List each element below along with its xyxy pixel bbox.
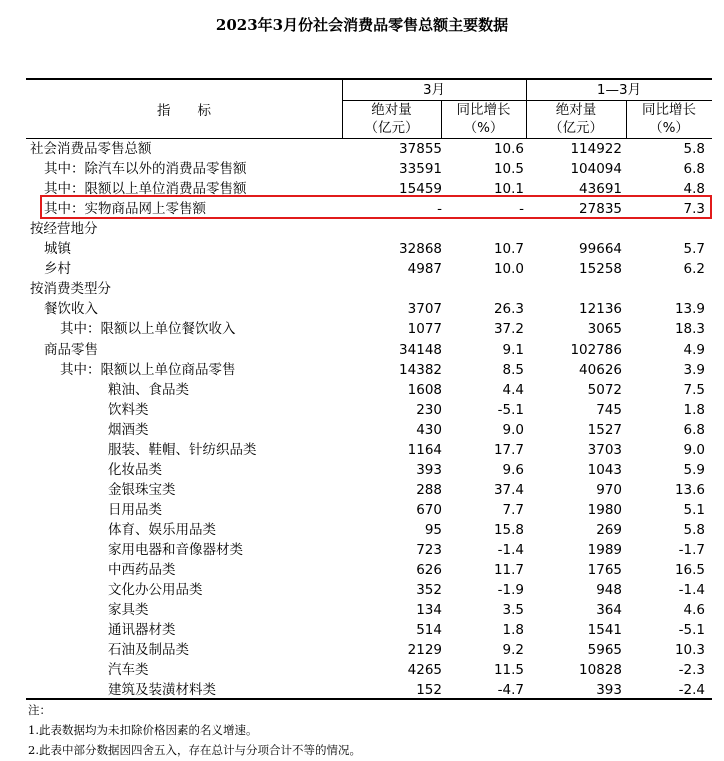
- table-row: [26, 540, 712, 560]
- cell-q1-yoy: 4.8: [683, 181, 705, 198]
- row-label: 城镇: [44, 241, 71, 258]
- table-row: [26, 500, 712, 520]
- row-label: 其中：限额以上单位消费品零售额: [44, 181, 247, 198]
- row-label: 文化办公用品类: [108, 582, 203, 599]
- cell-q1-yoy: 6.8: [683, 161, 705, 178]
- cell-q1-yoy: 6.8: [683, 421, 705, 438]
- cell-q1-abs: 27835: [579, 201, 622, 218]
- cell-q1-yoy: 13.6: [674, 481, 705, 498]
- row-label: 通讯器材类: [108, 622, 176, 639]
- row-label: 饮料类: [108, 401, 149, 418]
- cell-march-abs: 2129: [407, 642, 442, 659]
- cell-q1-abs: 12136: [579, 301, 622, 318]
- table-row: [26, 319, 712, 339]
- cell-march-abs: 3707: [407, 301, 442, 318]
- table-row: [26, 520, 712, 540]
- cell-march-abs: 723: [416, 542, 442, 558]
- cell-march-yoy: 15.8: [493, 521, 524, 538]
- header-period-q1: 1—3月: [596, 82, 642, 98]
- cell-march-yoy: 10.7: [493, 241, 524, 258]
- cell-q1-yoy: 13.9: [674, 301, 705, 318]
- cell-q1-abs: 1541: [587, 622, 622, 639]
- cell-q1-yoy: 16.5: [674, 562, 705, 579]
- header-yoy-unit: （%）: [649, 120, 689, 136]
- cell-march-abs: -: [437, 201, 442, 218]
- note-1: 1.此表数据均为未扣除价格因素的名义增速。: [28, 723, 258, 737]
- cell-march-yoy: 3.5: [502, 602, 524, 619]
- cell-q1-abs: 43691: [579, 181, 622, 198]
- cell-q1-yoy: 5.9: [683, 461, 705, 478]
- cell-q1-yoy: 10.3: [674, 642, 705, 659]
- cell-march-abs: 430: [416, 421, 442, 438]
- header-yoy-march: [441, 101, 526, 137]
- footnotes: [28, 700, 361, 760]
- cell-march-yoy: 9.0: [502, 421, 524, 438]
- cell-q1-abs: 1765: [587, 562, 622, 579]
- cell-q1-yoy: 9.0: [683, 441, 705, 458]
- header-abs-unit: （亿元）: [549, 120, 603, 136]
- table-row: [26, 360, 712, 380]
- cell-march-yoy: 9.6: [502, 461, 524, 478]
- cell-q1-yoy: 4.9: [683, 341, 705, 358]
- cell-march-abs: 4987: [407, 261, 442, 278]
- cell-march-abs: 15459: [399, 181, 442, 198]
- cell-march-abs: 152: [416, 682, 442, 699]
- row-label: 汽车类: [108, 662, 149, 679]
- cell-march-yoy: 37.2: [493, 321, 524, 338]
- cell-march-abs: 95: [424, 521, 442, 538]
- cell-q1-yoy: 5.8: [683, 141, 705, 157]
- row-label: 烟酒类: [108, 421, 149, 438]
- cell-march-abs: 134: [416, 602, 442, 619]
- cell-march-yoy: 11.7: [493, 562, 524, 579]
- row-label: 其中：限额以上单位餐饮收入: [60, 321, 236, 338]
- cell-q1-yoy: -5.1: [678, 622, 705, 639]
- row-label: 其中：限额以上单位商品零售: [60, 361, 236, 378]
- table-row: [26, 219, 712, 239]
- row-label: 乡村: [44, 261, 71, 278]
- cell-march-abs: 626: [416, 562, 442, 579]
- header-yoy-label: 同比增长: [456, 102, 511, 118]
- table-row: [26, 600, 712, 620]
- cell-q1-abs: 15258: [579, 261, 622, 278]
- cell-march-abs: 33591: [399, 161, 442, 178]
- cell-q1-abs: 5965: [587, 642, 622, 659]
- row-label: 金银珠宝类: [108, 481, 176, 498]
- row-label: 按经营地分: [30, 221, 98, 238]
- table-row: [26, 259, 712, 279]
- table-row: [26, 660, 712, 680]
- cell-q1-abs: 393: [596, 682, 622, 699]
- header-abs-label: 绝对量: [371, 102, 412, 118]
- table-row: [26, 139, 712, 159]
- table-row: [26, 460, 712, 480]
- header-abs-unit: （亿元）: [364, 120, 419, 136]
- cell-march-abs: 34148: [399, 341, 442, 358]
- table-row: [26, 620, 712, 640]
- header-yoy-q1: [626, 101, 712, 137]
- cell-march-yoy: -5.1: [497, 401, 524, 418]
- cell-q1-abs: 1043: [587, 461, 622, 478]
- cell-q1-abs: 40626: [579, 361, 622, 378]
- cell-q1-abs: 104094: [570, 161, 622, 178]
- cell-march-abs: 1077: [407, 321, 442, 338]
- table-row: [26, 440, 712, 460]
- cell-march-yoy: 26.3: [493, 301, 524, 318]
- cell-march-yoy: 10.6: [493, 141, 524, 157]
- table-row: [26, 159, 712, 179]
- cell-q1-abs: 269: [596, 521, 622, 538]
- cell-q1-yoy: -2.4: [678, 682, 705, 699]
- header-yoy-label: 同比增长: [642, 102, 696, 118]
- header-abs-march: [342, 101, 441, 137]
- row-label: 日用品类: [108, 501, 162, 518]
- row-label: 服装、鞋帽、针纺织品类: [108, 441, 257, 458]
- cell-q1-abs: 99664: [579, 241, 622, 258]
- table-row: [26, 640, 712, 660]
- cell-march-yoy: 17.7: [493, 441, 524, 458]
- row-label: 家用电器和音像器材类: [108, 542, 243, 558]
- cell-march-yoy: 10.0: [493, 261, 524, 278]
- data-table: [26, 78, 712, 700]
- cell-march-abs: 352: [416, 582, 442, 599]
- cell-q1-yoy: 4.6: [683, 602, 705, 619]
- cell-q1-abs: 3703: [587, 441, 622, 458]
- row-label: 社会消费品零售总额: [30, 141, 152, 157]
- row-label: 建筑及装潢材料类: [108, 682, 216, 699]
- row-label: 家具类: [108, 602, 149, 619]
- cell-q1-yoy: 7.5: [683, 381, 705, 398]
- row-label: 商品零售: [44, 341, 98, 358]
- cell-march-abs: 37855: [399, 141, 442, 157]
- cell-q1-abs: 1527: [587, 421, 622, 438]
- row-label: 按消费类型分: [30, 281, 111, 298]
- cell-q1-abs: 102786: [570, 341, 622, 358]
- table-row: [26, 299, 712, 319]
- cell-q1-yoy: 7.3: [683, 201, 705, 218]
- cell-march-yoy: -4.7: [497, 682, 524, 699]
- cell-q1-abs: 114922: [570, 141, 622, 157]
- cell-march-yoy: 10.5: [493, 161, 524, 178]
- cell-q1-yoy: -2.3: [678, 662, 705, 679]
- cell-march-abs: 1164: [407, 441, 442, 458]
- cell-q1-yoy: 18.3: [674, 321, 705, 338]
- row-label: 石油及制品类: [108, 642, 189, 659]
- table-row: [26, 680, 712, 700]
- row-label: 其中：除汽车以外的消费品零售额: [44, 161, 247, 178]
- cell-q1-abs: 3065: [587, 321, 622, 338]
- cell-march-yoy: 8.5: [502, 361, 524, 378]
- cell-march-yoy: -1.4: [497, 542, 524, 558]
- cell-q1-yoy: -1.7: [678, 542, 705, 558]
- table-row: [26, 239, 712, 259]
- cell-march-abs: 14382: [399, 361, 442, 378]
- cell-march-yoy: 37.4: [493, 481, 524, 498]
- cell-q1-abs: 948: [596, 582, 622, 599]
- cell-q1-abs: 745: [596, 401, 622, 418]
- cell-q1-yoy: 5.7: [683, 241, 705, 258]
- table-row: [26, 400, 712, 420]
- cell-q1-abs: 5072: [587, 381, 622, 398]
- cell-march-abs: 393: [416, 461, 442, 478]
- cell-march-yoy: -1.9: [497, 582, 524, 599]
- row-label: 粮油、食品类: [108, 381, 189, 398]
- cell-march-abs: 670: [416, 501, 442, 518]
- row-label: 餐饮收入: [44, 301, 98, 318]
- cell-q1-abs: 1980: [587, 501, 622, 518]
- header-period-march: 3月: [422, 82, 446, 98]
- table-row: [26, 560, 712, 580]
- cell-march-yoy: 1.8: [502, 622, 524, 639]
- row-label: 中西药品类: [108, 562, 176, 579]
- cell-march-yoy: 10.1: [493, 181, 524, 198]
- cell-q1-yoy: 6.2: [683, 261, 705, 278]
- cell-march-yoy: 4.4: [502, 381, 524, 398]
- highlight-box: [40, 195, 712, 219]
- table-row: [26, 480, 712, 500]
- page-title: 2023年3月份社会消费品零售总额主要数据: [215, 16, 509, 34]
- cell-q1-yoy: 5.1: [683, 501, 705, 518]
- header-abs-label: 绝对量: [555, 102, 597, 118]
- cell-q1-abs: 1989: [587, 542, 622, 558]
- row-label: 其中：实物商品网上零售额: [44, 201, 206, 218]
- cell-march-yoy: 7.7: [502, 501, 524, 518]
- cell-march-yoy: 11.5: [493, 662, 524, 679]
- header-abs-q1: [526, 101, 626, 137]
- cell-q1-abs: 10828: [579, 662, 622, 679]
- cell-q1-yoy: 5.8: [683, 521, 705, 538]
- header-yoy-unit: （%）: [463, 120, 504, 136]
- cell-march-abs: 1608: [407, 381, 442, 398]
- table-row: [26, 420, 712, 440]
- cell-march-abs: 514: [416, 622, 442, 639]
- cell-march-abs: 4265: [407, 662, 442, 679]
- table-row: [26, 380, 712, 400]
- cell-march-abs: 32868: [399, 241, 442, 258]
- table-row: [26, 580, 712, 600]
- row-label: 化妆品类: [108, 461, 162, 478]
- cell-march-yoy: -: [519, 201, 524, 218]
- notes-label: 注：: [28, 703, 51, 717]
- table-row: [26, 340, 712, 360]
- note-2: 2.此表中部分数据因四舍五入，存在总计与分项合计不等的情况。: [28, 743, 361, 757]
- cell-march-yoy: 9.1: [502, 341, 524, 358]
- table-row: [26, 279, 712, 299]
- header-indicator: 指 标: [157, 103, 211, 119]
- cell-march-yoy: 9.2: [502, 642, 524, 659]
- row-label: 体育、娱乐用品类: [108, 521, 216, 538]
- cell-march-abs: 288: [416, 481, 442, 498]
- cell-q1-yoy: -1.4: [678, 582, 705, 599]
- cell-march-abs: 230: [416, 401, 442, 418]
- cell-q1-abs: 970: [596, 481, 622, 498]
- cell-q1-abs: 364: [596, 602, 622, 619]
- cell-q1-yoy: 1.8: [683, 401, 705, 418]
- cell-q1-yoy: 3.9: [683, 361, 705, 378]
